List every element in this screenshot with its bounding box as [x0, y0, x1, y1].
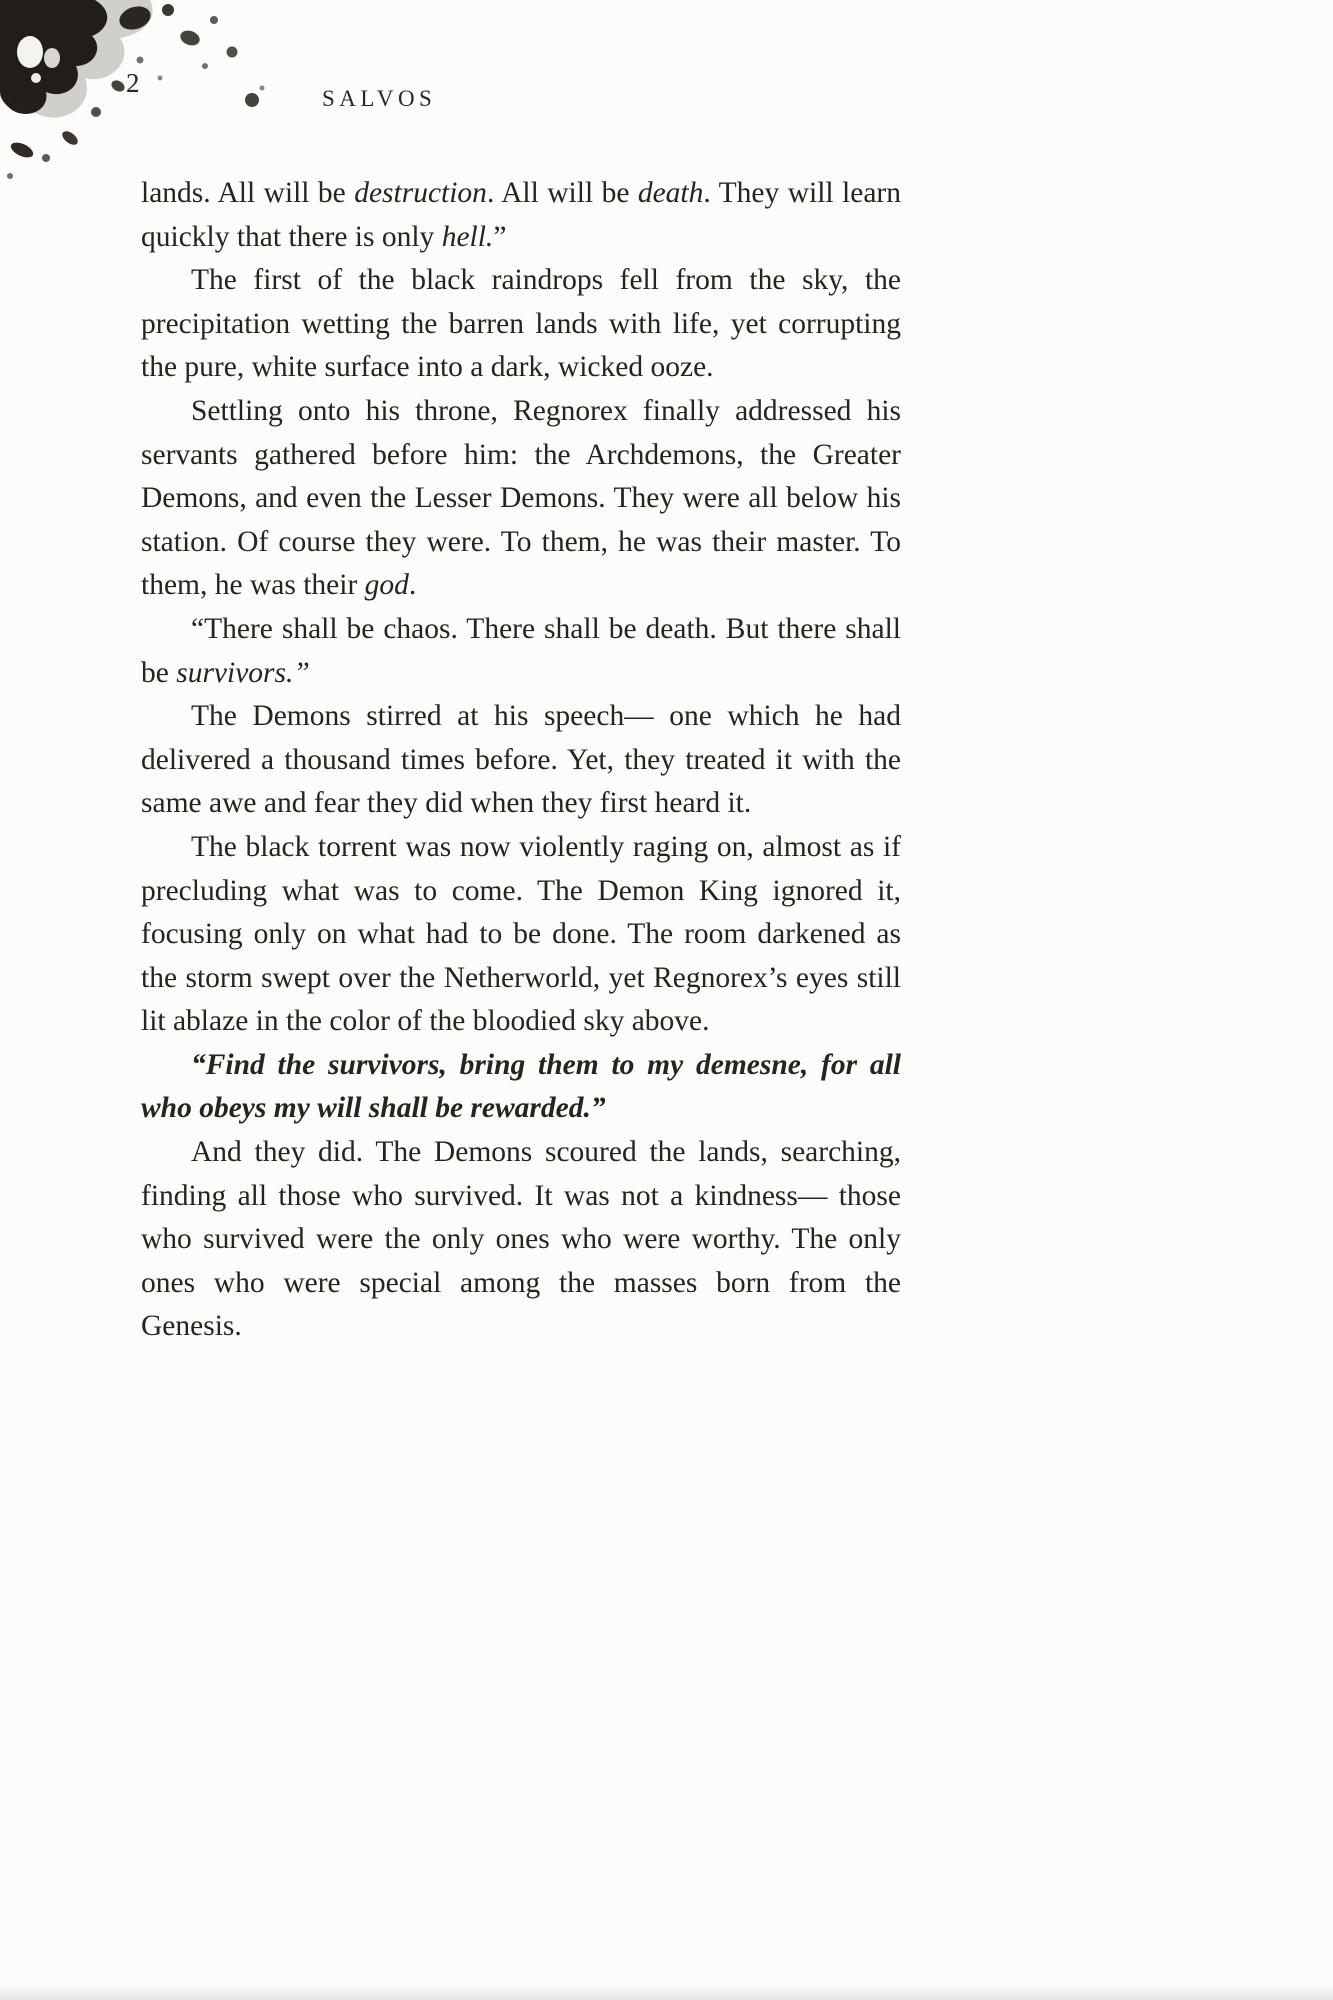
paragraph: “Find the survivors, bring them to my demesne, for all who obeys my will shall be rewarded.” [141, 1048, 901, 1125]
page-number: 2 [126, 68, 140, 98]
paragraph: The first of the black raindrops fell from the sky, the precipitation wetting the barren lands with life, yet corrupting the pure, white surface into a dark, wicked ooze. [141, 264, 901, 384]
paragraph: lands. All will be destruction. All will be death. They will learn quickly that there is only hell.” [141, 177, 901, 253]
paragraph: And they did. The Demons scoured the lands, searching, finding all those who survived. It was not a kindness— those who survived were the only ones who were worthy. The only ones who were special among the masses born from the Genesis. [141, 1136, 901, 1343]
paragraph: The Demons stirred at his speech— one which he had delivered a thousand times before. Yet, they treated it with the same awe and fear they did when they first heard it. [141, 700, 901, 820]
body-text [141, 172, 901, 1349]
page-edge-shadow [0, 1984, 1333, 2000]
paragraph: The black torrent was now violently raging on, almost as if precluding what was to come. The Demon King ignored it, focusing only on what had to be done. The room darkened as the storm swept over the Netherworld, yet Regnorex’s eyes still lit ablaze in the color of the bloodied sky above. [141, 830, 901, 1038]
paragraph: “There shall be chaos. There shall be death. But there shall be survivors.” [141, 612, 901, 689]
running-header: SALVOS [322, 86, 437, 111]
paragraph: Settling onto his throne, Regnorex finally addressed his servants gathered before him: the Archdemons, the Greater Demons, and even the Lesser Demons. They were all below his station. Of course they were. To them, he was their master. To them, he was their god. [141, 394, 901, 602]
